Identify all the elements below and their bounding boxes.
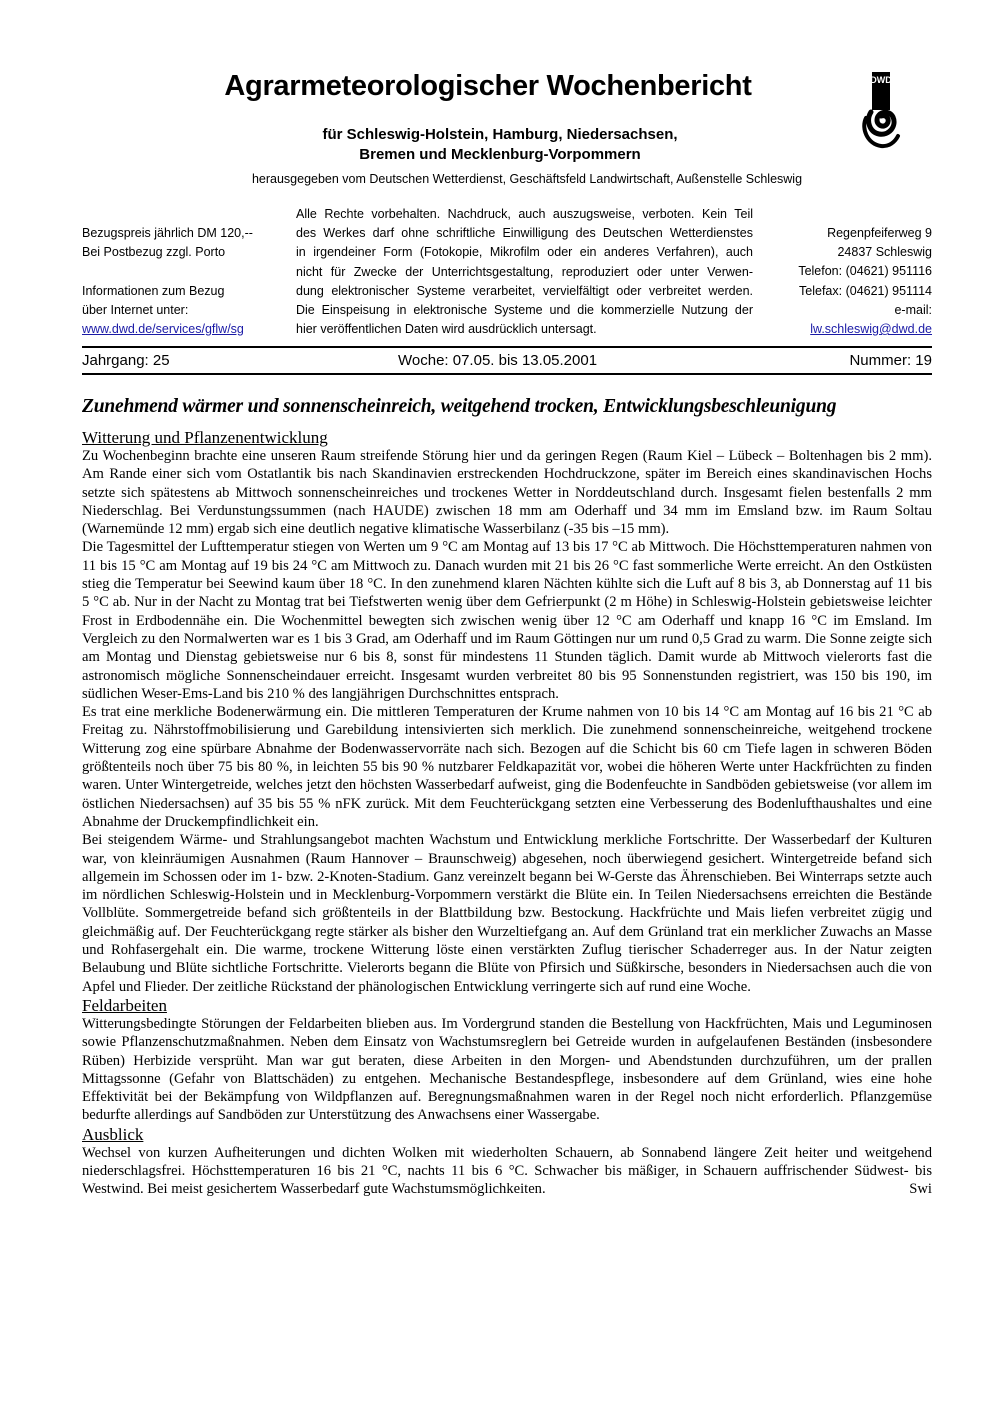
- contact-fax: Telefax: (04621) 951114: [799, 283, 932, 298]
- dwd-logo-text: DWD: [870, 75, 892, 85]
- dwd-logo-icon: [857, 72, 905, 152]
- volume-label: Jahrgang: 25: [82, 352, 170, 369]
- report-title-text: Agrarmeteorologischer Wochenbericht: [224, 70, 752, 102]
- paragraph: Es trat eine merkliche Bodenerwärmung ein. Die mittleren Temperaturen der Krume nahmen von 10 bis 14 °C am Montag auf 16 bis 21 °C ab Freitag zu. Nährstoffmobilisierung und Garebildung intensivierten sich merklich. Die zunehmend sonnenscheinreiche, weitgehend trockene Witterung zog eine spürbare Abnahme der Bodenwasservorräte nach sich. Bezogen auf die Schicht bis 60 cm Tiefe lagen in schweren Böden größtenteils noch über 75 bis 80 %, in leichten 55 bis 90 % nutzbarer Feldkapazität vor, wobei die höheren Werte unter Hackfrüchten zu finden waren. Unter Wintergetreide, welches jetzt den höchsten Wasserbedarf aufweist, ging die Bodenfeuchte in Sandböden gebietsweise (vor allem im östlichen Niedersachsen) auf 35 bis 55 % nFK zurück. Mit dem Feuchterückgang setzten eine Verbesserung des Bodenlufthaushaltes und eine Abnahme der Druckempfindlichkeit ein.: [82, 704, 932, 830]
- section-heading-weather: Witterung und Pflanzenentwicklung: [82, 428, 328, 447]
- website-link[interactable]: www.dwd.de/services/gflw/sg: [82, 322, 244, 336]
- report-body: [82, 428, 932, 1199]
- info-internet-label: über Internet unter:: [82, 302, 189, 317]
- divider-top: [82, 346, 932, 348]
- copyright-line: Alle Rechte vorbehalten. Nachdruck, auch auszugsweise, verboten. Kein Teil: [296, 207, 753, 221]
- paragraph: Zu Wochenbeginn brachte eine unseren Raum streifende Störung hier und da geringen Regen (Raum Kiel – Lübeck – Boltenhagen bis 2 mm). Am Rande einer sich vom Ostatlantik bis nach Skandinavien erstreckenden Hochdruckzone, später im Bereich eines skandinavischen Hochs setzte sich spätestens ab Mittwoch sonnenscheinreiches und trockenes Wetter in Norddeutschland durch. Insgesamt fielen bestenfalls 2 mm Niederschlag. Bei Verdunstungssummen (nach HAUDE) zwischen 18 mm am Oderhaff und 34 mm im Emsland bzw. im Raum Soltau (Warnemünde 12 mm) ergab sich eine deutlich negative klimatische Wasserbilanz (-35 bis –15 mm).: [82, 448, 932, 538]
- subscription-info: [82, 224, 282, 339]
- author-signature: Swi: [909, 1181, 932, 1198]
- copyright-line: hier veröffentlichen Daten wird ausdrücklich untersagt.: [296, 322, 597, 337]
- email-link[interactable]: lw.schleswig@dwd.de: [810, 322, 932, 337]
- contact-info: [752, 224, 932, 339]
- contact-phone: Telefon: (04621) 951116: [798, 264, 932, 279]
- publisher-text: herausgegeben vom Deutschen Wetterdienst, Geschäftsfeld Landwirtschaft, Außenstelle Schleswig: [251, 172, 803, 186]
- paragraph: Bei steigendem Wärme- und Strahlungsangebot machten Wachstum und Entwicklung merkliche Fortschritte. Der Wasserbedarf der Kulturen war, von kleinräumigen Ausnahmen (Raum Hannover – Braunschweig) abgesehen, noch überwiegend gesichert. Wintergetreide befand sich allgemein im Schossen oder im 1- bzw. 2-Knoten-Stadium. Ganz vereinzelt begann bei W-Gerste das Ährenschieben. Bei Winterraps setzte auch im nördlichen Schleswig-Holstein und in Mecklenburg-Vorpommern verstärkt die Blüte ein. In Teilen Niedersachsens erreichten die Bestände Vollblüte. Sommergetreide befand sich größtenteils in der Blattbildung bzw. Bestockung. Hackfrüchte und Mais liefen verbreitet zügig und gleichmäßig auf. Der Feuchterückgang regte stärker als bisher den Wurzeltiefgang an. Auf dem Grünland trat ein merklicher Zuwachs an Masse und Rohfasergehalt ein. Die warme, trockene Witterung löste einen verstärkten Zuflug tierischer Schaderreger aus. In der Natur zeigten Belaubung und Blüte sichtliche Fortschritte. Vielerorts begann die Blüte von Pfirsich und Süßkirsche, besonders in Niedersachsen auch die von Apfel und Flieder. Der zeitliche Rückstand der phänologischen Entwicklung verringerte sich auf rund eine Woche.: [82, 832, 932, 995]
- issue-number-label: Nummer: 19: [849, 352, 932, 369]
- divider-bottom: [82, 373, 932, 375]
- outlook-text: Wechsel von kurzen Aufheiterungen und dichten Wolken mit wiederholten Schauern, ab Sonnabend längere Zeit heiter und weitgehend niederschlagsfrei. Höchsttemperaturen 16 bis 21 °C, nachts 11 bis 6 °C. Schwacher bis mäßiger, in Schauern auffrischender Südwest- bis Westwind. Bei meist gesichertem Wasserbedarf gute Wachstumsmöglichkeiten.: [82, 1144, 932, 1198]
- issue-meta-bar: [82, 352, 932, 372]
- paragraph-outlook: [82, 1144, 932, 1199]
- paragraph: Witterungsbedingte Störungen der Feldarbeiten blieben aus. Im Vordergrund standen die Bestellung von Hackfrüchten, Mais und Leguminosen sowie Pflanzenschutzmaßnahmen. Neben dem Einsatz von Wachstumsreglern bei Getreide wurden in aufgelaufenen Beständen (insbesondere Rüben) Herbizide versprüht. Man war gut beraten, diese Arbeiten in den Morgen- und Abendstunden durchzuführen, um der prallen Mittagssonne (Gefahr von Blattschäden) zu entgehen. Mechanische Bestandespflege, insbesondere auf dem Grünland, wies eine hohe Effektivität bei der Bekämpfung von Wildpflanzen auf. Beregnungsmaßnahmen waren in der Regel noch nicht erforderlich. Pflanzgemüse bedurfte allerdings auf Sandböden zur Unterstützung des Anwachsens einer Wassergabe.: [82, 1015, 932, 1124]
- copyright-line: in irgendeiner Form (Fotokopie, Mikrofilm oder ein anderes Verfahren), auch: [296, 245, 753, 260]
- region-subtitle-line2: Bremen und Mecklenburg-Vorpommern: [359, 146, 641, 163]
- copyright-line: nicht für Zwecke der Unterrichtsgestaltung, reproduziert oder unter Verwen-: [296, 264, 753, 279]
- report-title: [0, 70, 1000, 103]
- info-label: Informationen zum Bezug: [82, 283, 225, 298]
- report-headline: Zunehmend wärmer und sonnenscheinreich, weitgehend trocken, Entwicklungsbeschleunigung: [82, 396, 837, 417]
- copyright-line: dung elektronischer Systeme verarbeitet, vervielfältigt oder verbreitet werden.: [296, 283, 753, 298]
- postage-note: Bei Postbezug zzgl. Porto: [82, 245, 226, 260]
- contact-city: 24837 Schleswig: [837, 245, 932, 260]
- contact-street: Regenpfeiferweg 9: [827, 226, 932, 240]
- region-subtitle-line1: für Schleswig-Holstein, Hamburg, Niedersachsen,: [322, 126, 678, 143]
- copyright-line: des Werkes darf ohne schriftliche Einwilligung des Deutschen Wetterdienstes: [296, 226, 753, 241]
- copyright-notice: [296, 205, 753, 339]
- contact-email-label: e-mail:: [894, 302, 932, 317]
- week-label: Woche: 07.05. bis 13.05.2001: [398, 352, 598, 369]
- section-heading-outlook: Ausblick: [82, 1124, 144, 1144]
- section-heading-fieldwork: Feldarbeiten: [82, 995, 167, 1015]
- publisher-line: [0, 172, 1000, 186]
- subscription-price: Bezugspreis jährlich DM 120,--: [82, 226, 253, 240]
- paragraph: Die Tagesmittel der Lufttemperatur stiegen von Werten um 9 °C am Montag auf 13 bis 17 °C ab Mittwoch. Die Höchsttemperaturen nahmen von 11 bis 15 °C am Montag auf 19 bis 24 °C am Mittwoch zu. Danach wurden mit 21 bis 26 °C fast sommerliche Werte erreicht. An den Ostküsten stieg die Temperatur bei Seewind kaum über 18 °C. In den zunehmend klaren Nächten kühlte sich die Luft auf 8 bis 3, ab Donnerstag auf 11 bis 5 °C ab. Nur in der Nacht zu Montag trat bei Tiefstwerten wenig über dem Gefrierpunkt (2 m Höhe) in Schleswig-Holstein gebietsweise leichter Frost in Erdbodennähe ein. Die Wochenmittel bewegten sich zwischen wenig über 12 °C am Oderhaff und knapp 16 °C im Emsland. Im Vergleich zu den Normalwerten war es 1 bis 3 Grad, am Oderhaff und im Raum Göttingen nur um rund 0,5 Grad zu warm. Die Sonne zeigte sich am Montag und Dienstag gebietsweise nur 6 bis 8, sonst für mindestens 11 Stunden täglich. Damit wurde ab Mittwoch vielerorts fast die astronomisch mögliche Sonnenscheindauer erreicht. Insgesamt wurden verbreitet 80 bis 95 Sonnenstunden registriert, was 150 bis 190, im südlichen Weser-Ems-Land bis 210 % des langjährigen Durchschnittes entsprach.: [82, 539, 932, 702]
- copyright-line: Die Einspeisung in elektronische Systeme und die kommerzielle Nutzung der: [296, 303, 753, 318]
